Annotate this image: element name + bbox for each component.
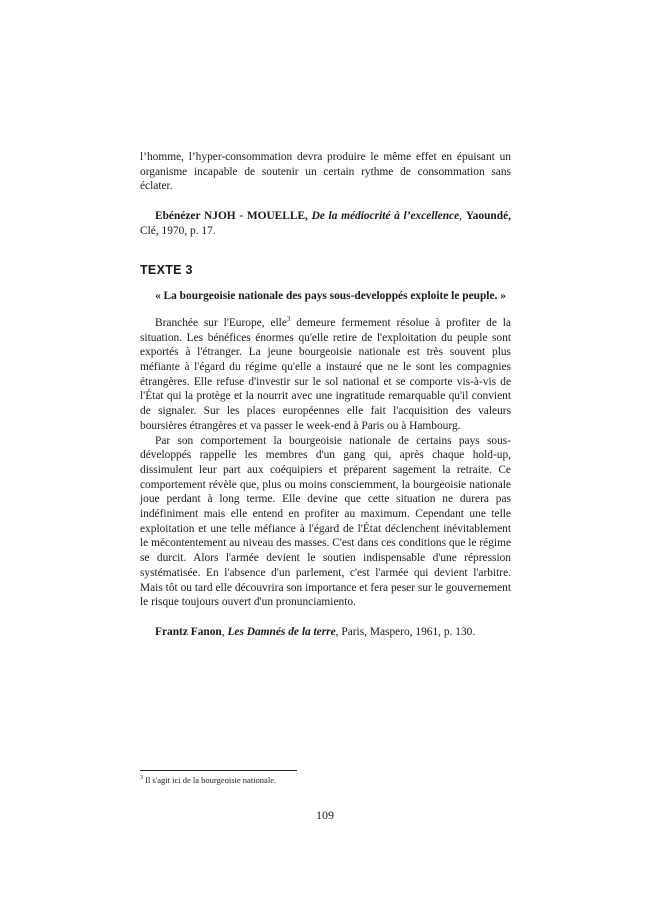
citation-title: Les Damnés de la terre bbox=[227, 625, 336, 638]
citation-fanon: Frantz Fanon, Les Damnés de la terre, Paris, Maspero, 1961, p. 130. bbox=[155, 625, 476, 638]
page-body bbox=[140, 150, 511, 640]
footnote-reference: 3 bbox=[286, 315, 291, 324]
citation-details: Clé, 1970, p. 17. bbox=[140, 224, 216, 237]
continuation-paragraph: l’homme, l’hyper-consommation devra produire le même effet en épuisant un organisme incapable de soutenir un certain rythme de consommation sans éclater. bbox=[140, 151, 511, 193]
body-paragraph-1: Branchée sur l'Europe, elle$^3$ demeure fermement résolue à profiter de la situation. Les bénéfices énormes qu'elle retire de l'exploitation du peuple sont exportés à l'étranger. La jeune bourgeoisie nationale est très souvent plus méfiante à l'égard du régime qu'elle a instauré que ne le sont les compagnies étrangères. Elle refuse d'investir sur le sol national et se comporte vis-à-vis de l'État qui la protège et la nourrit avec une ingratitude remarquable qu'il convient de signaler. Sur les places européennes elle fait l'acquisition des valeurs boursières étrangères et va passer le week-end à Paris ou à Hambourg. bbox=[140, 315, 511, 432]
footnote-separator bbox=[140, 770, 297, 771]
citation-njoh-mouelle: Ebénézer NJOH - MOUELLE, De la médiocrité à l’excellence, Yaoundé, Clé, 1970, p. 17. bbox=[140, 210, 511, 237]
page-number: 109 bbox=[316, 808, 334, 822]
citation-author: Frantz Fanon bbox=[155, 625, 222, 638]
section-heading: TEXTE 3 bbox=[140, 262, 193, 277]
body-paragraph-2: Par son comportement la bourgeoisie nationale de certains pays sous-développés rappelle les membres d'un gang qui, après chaque hold-up, dissimulent leur part aux coéquipiers et préparent sagement la retraite. Ce comportement révèle que, plus ou moins consciemment, la bourgeoisie nationale joue perdant à long terme. Elle devine que cette situation ne durera pas indéfiniment mais elle entend en profiter au maximum. Cependant une telle exploitation et une telle méfiance à l'égard de l'État déclenchent inévitablement le mécontentement au niveau des masses. C'est dans ces conditions que le régime se durcit. Alors l'armée devient le soutien indispensable d'une répression systématisée. En l'absence d'un parlement, c'est l'armée qui devient l'arbitre. Mais tôt ou tard elle découvrira son importance et fera peser sur le gouvernement le risque toujours ouvert d'un pronunciamiento. bbox=[140, 434, 511, 609]
footnote bbox=[140, 775, 510, 786]
citation-title: De la médiocrité à l’excellence bbox=[311, 210, 460, 223]
citation-city: Yaoundé, bbox=[465, 210, 511, 223]
quote-title: « La bourgeoisie nationale des pays sous-developpés exploite le peuple. » bbox=[155, 290, 506, 303]
footnote-text: Il s'agit ici de la bourgeoisie nationale. bbox=[143, 775, 277, 785]
citation-author: Ebénézer NJOH - MOUELLE, bbox=[155, 210, 308, 223]
footnote-number: 3 bbox=[140, 775, 143, 782]
citation-details: , Paris, Maspero, 1961, p. 130. bbox=[335, 625, 476, 638]
